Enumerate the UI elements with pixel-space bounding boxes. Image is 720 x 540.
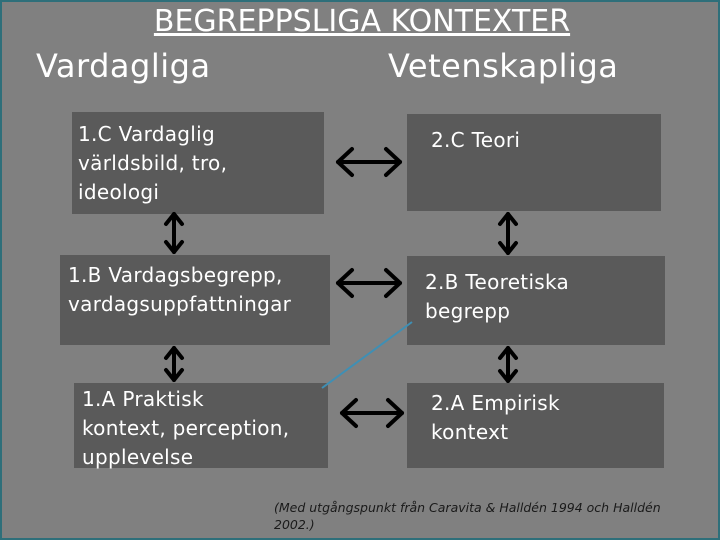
box-2b: 2.B Teoretiska begrepp [407,256,665,345]
arrows-layer [2,2,718,538]
arrow-1b-1a [166,348,182,380]
slide-title: BEGREPPSLIGA KONTEXTER [153,4,571,39]
box-1a: 1.A Praktisk kontext, perception, upplevelse [74,383,328,468]
arrow-2b-2a [500,348,516,381]
box-2c: 2.C Teori [407,114,661,211]
arrow-1c-2c [338,149,400,175]
arrow-2c-2b [500,214,516,253]
source-note: (Med utgångspunkt från Caravita & Halldén 1994 och Halldén 2002.) [274,500,661,532]
box-1c: 1.C Vardaglig världsbild, tro, ideologi [72,112,324,214]
diagonal-connector-1a-2b [322,322,412,388]
arrow-1a-2a [342,400,402,426]
arrow-1b-2b [338,270,400,296]
box-1b: 1.B Vardagsbegrepp, vardagsuppfattningar [60,255,330,345]
arrow-1c-1b [166,214,182,252]
column-heading-vetenskapliga: Vetenskapliga [388,47,619,85]
column-heading-vardagliga: Vardagliga [36,47,211,85]
box-2a: 2.A Empirisk kontext [407,383,664,468]
